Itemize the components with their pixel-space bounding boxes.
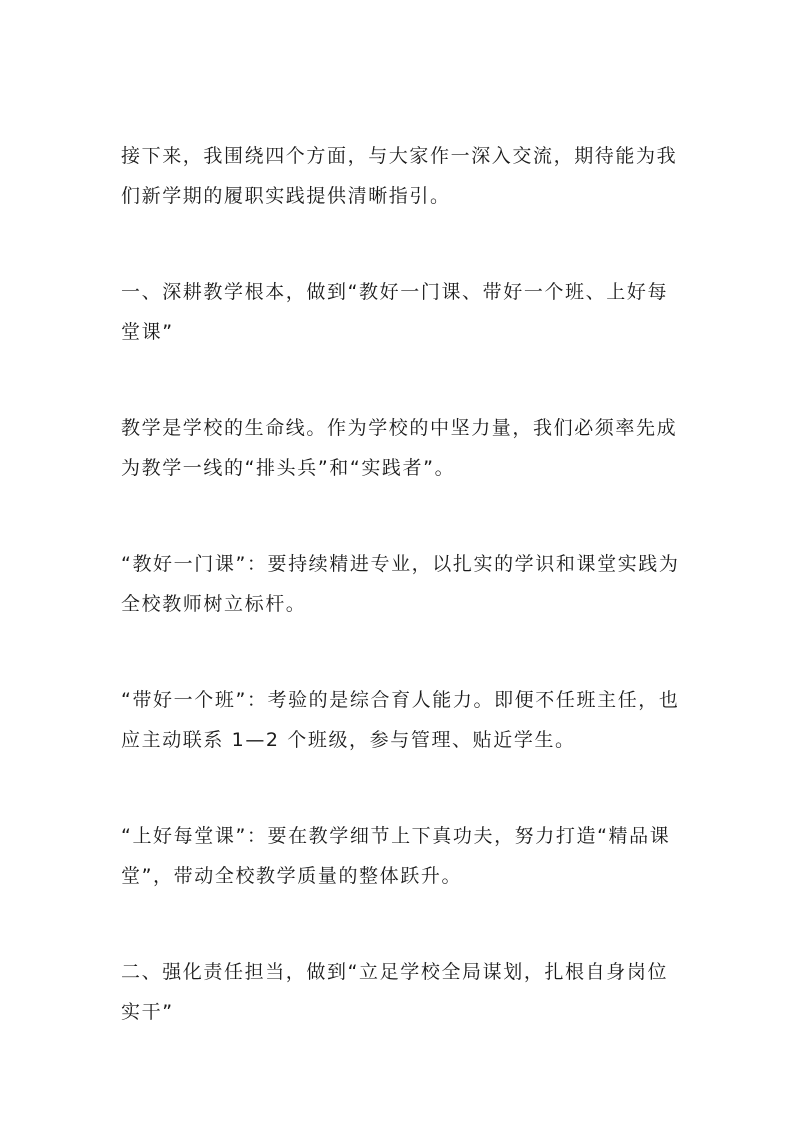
document-body	[121, 136, 681, 1032]
paragraph-lead-one-class: “带好一个班”：考验的是综合育人能力。即便不任班主任，也应主动联系 1—2 个班级，参与管理、贴近学生。	[121, 689, 680, 751]
paragraph-teach-one-course: “教好一门课”：要持续精进专业，以扎实的学识和课堂实践为全校教师树立标杆。	[121, 553, 680, 615]
section-heading-1: 一、深耕教学根本，做到“教好一门课、带好一个班、上好每堂课”	[121, 281, 669, 343]
paragraph-every-lesson: “上好每堂课”：要在教学细节上下真功夫，努力打造“精品课堂”，带动全校教学质量的整体跃升。	[121, 825, 671, 887]
section-heading-2: 二、强化责任担当，做到“立足学校全局谋划，扎根自身岗位实干”	[121, 961, 669, 1023]
paragraph-teaching-lifeline: 教学是学校的生命线。作为学校的中坚力量，我们必须率先成为教学一线的“排头兵”和“实践者”。	[121, 417, 678, 479]
paragraph-intro: 接下来，我围绕四个方面，与大家作一深入交流，期待能为我们新学期的履职实践提供清晰指引。	[121, 145, 678, 207]
